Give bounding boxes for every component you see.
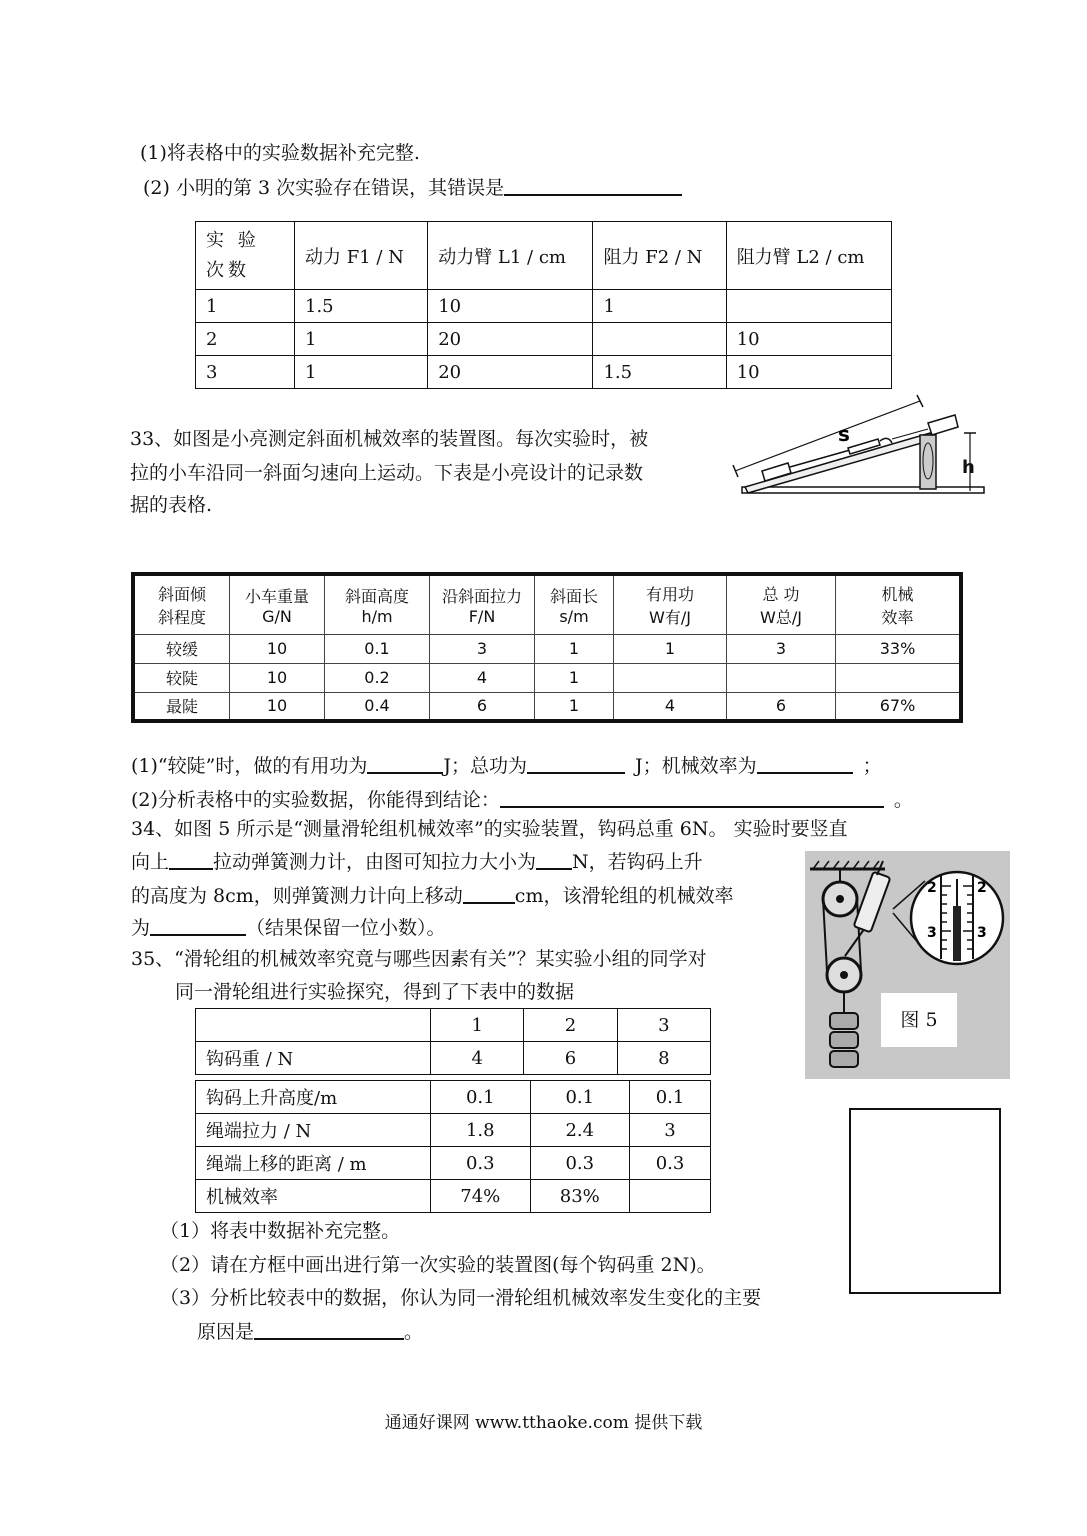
text: 的高度为 8cm，则弹簧测力计向上移动: [131, 885, 463, 907]
cell: 4: [430, 663, 535, 692]
text: (2)分析表格中的实验数据，你能得到结论：: [131, 789, 500, 811]
table-row: [196, 1081, 711, 1114]
q32-line1: (1)将表格中的实验数据补充完整.: [140, 142, 420, 164]
weight: [830, 1013, 858, 1029]
header-cell: [230, 574, 325, 634]
answer-blank[interactable]: [150, 912, 246, 936]
table-row: [133, 663, 961, 692]
text: ；: [862, 755, 882, 777]
text: (1)“较陡”时，做的有用功为: [131, 755, 368, 777]
s-dimension-line: [735, 401, 920, 471]
answer-cell[interactable]: [630, 1180, 711, 1213]
cell: 33%: [836, 634, 962, 663]
header-cell: [836, 574, 962, 634]
cell: 1: [295, 356, 428, 389]
header-cell: 动力臂 L1 / cm: [428, 222, 593, 290]
cell: 10: [230, 692, 325, 721]
cell: 10: [726, 356, 891, 389]
cell: 8: [617, 1042, 710, 1075]
s-tick-left: [733, 465, 738, 477]
s-label: s: [838, 422, 850, 446]
cell: 0.3: [630, 1147, 711, 1180]
header-cell: 3: [617, 1009, 710, 1042]
cell: 1: [535, 663, 614, 692]
q32-line2-text: (2) 小明的第 3 次实验存在错误，其错误是: [143, 177, 505, 199]
text: N，若钩码上升: [572, 851, 703, 873]
header-line: 斜程度: [157, 607, 206, 627]
s-tick-right: [917, 395, 923, 407]
header-line: h/m: [361, 606, 393, 626]
header-line: F/N: [468, 606, 496, 626]
scale-number: 2: [927, 880, 937, 896]
q33-answer-line1: [131, 750, 882, 781]
table-row: [196, 1114, 711, 1147]
table-row: [196, 1042, 711, 1075]
answer-blank[interactable]: [169, 846, 213, 870]
q35-sub3b: [197, 1316, 423, 1347]
cell: 1: [614, 634, 727, 663]
header-line: 斜面倾: [157, 584, 206, 604]
top-block: [928, 415, 958, 435]
header-line: 斜面长: [549, 586, 598, 606]
weight: [830, 1032, 858, 1048]
cell: 0.1: [325, 634, 430, 663]
cell: 10: [726, 323, 891, 356]
answer-cell[interactable]: [726, 290, 891, 323]
header-cell: [727, 574, 836, 634]
cell: 较缓: [133, 634, 230, 663]
q33-line3: 据的表格.: [130, 494, 213, 516]
table-header-row: [196, 1009, 711, 1042]
q33-line1: 33、如图是小亮测定斜面机械效率的装置图。每次实验时，被: [130, 428, 649, 450]
header-cell: [430, 574, 535, 634]
h-label: h: [962, 457, 975, 478]
table-row: [196, 1147, 711, 1180]
answer-blank[interactable]: [367, 750, 443, 774]
table-header-row: [196, 222, 892, 290]
moving-pulley-axle: [840, 971, 848, 979]
footer: 通通好课网 www.tthaoke.com 提供下载: [384, 1413, 703, 1433]
cell: 6: [430, 692, 535, 721]
cell: 2.4: [530, 1114, 630, 1147]
cell: 1.5: [593, 356, 726, 389]
cell: 20: [428, 323, 593, 356]
cell: 6: [727, 692, 836, 721]
row-label: 机械效率: [196, 1180, 431, 1213]
q32-line2: [143, 172, 682, 203]
cell: 74%: [431, 1180, 531, 1213]
header-cell: [535, 574, 614, 634]
spring-scale: [854, 872, 891, 933]
weight: [830, 1051, 858, 1067]
q33-answer-line2: [131, 784, 913, 815]
cell: 0.3: [431, 1147, 531, 1180]
table-header-row: [133, 574, 961, 634]
q34-line1: 34、如图 5 所示是“测量滑轮组机械效率”的实验装置，钩码总重 6N。 实验时要竖直: [131, 818, 848, 840]
cell: 3: [430, 634, 535, 663]
cell: 4: [614, 692, 727, 721]
header-cell: 阻力 F2 / N: [593, 222, 726, 290]
cell: 1: [295, 323, 428, 356]
header-cell: 动力 F1 / N: [295, 222, 428, 290]
header-line: s/m: [559, 606, 589, 626]
fixed-pulley-axle: [836, 895, 844, 903]
answer-blank[interactable]: [463, 880, 515, 904]
answer-cell[interactable]: [727, 663, 836, 692]
row-label: 钩码重 / N: [196, 1042, 431, 1075]
text: 向上: [131, 851, 170, 873]
scale-indicator: [953, 906, 961, 961]
table-row: [133, 692, 961, 721]
incline-base: [742, 487, 984, 493]
table-row: [196, 323, 892, 356]
header-line: G/N: [262, 606, 292, 626]
hook: [880, 438, 892, 443]
pulley-figure-5: [805, 851, 1010, 1079]
cell: 6: [524, 1042, 617, 1075]
q34-line3: [131, 880, 733, 911]
cell: 10: [230, 634, 325, 663]
q35-sub3: （3）分析比较表中的数据，你认为同一滑轮组机械效率发生变化的主要: [160, 1287, 762, 1309]
q35-sub1: （1）将表中数据补充完整。: [160, 1220, 401, 1242]
table-row: [196, 1180, 711, 1213]
cell: 1: [196, 290, 295, 323]
text: 原因是: [197, 1321, 255, 1343]
header-cell: [325, 574, 430, 634]
figure-5-label: 图 5: [881, 993, 957, 1047]
cell: 1: [535, 634, 614, 663]
answer-blank[interactable]: [500, 784, 884, 808]
header-cell: [614, 574, 727, 634]
cell: 10: [230, 663, 325, 692]
cell: 83%: [530, 1180, 630, 1213]
header-cell: [196, 1009, 431, 1042]
header-cell: 阻力臂 L2 / cm: [726, 222, 891, 290]
header-cell: [133, 574, 230, 634]
text: 拉动弹簧测力计，由图可知拉力大小为: [213, 851, 537, 873]
cell: 1: [593, 290, 726, 323]
answer-blank[interactable]: [504, 172, 682, 196]
scale-number: 3: [977, 925, 987, 941]
drawing-answer-box[interactable]: [849, 1108, 1001, 1294]
text: 。: [404, 1321, 424, 1343]
table-row: [196, 290, 892, 323]
cell: 较陡: [133, 663, 230, 692]
text: 为: [131, 917, 151, 939]
q33-table: [131, 572, 963, 723]
incline-figure: [730, 393, 990, 505]
cell: 10: [428, 290, 593, 323]
cell: 67%: [836, 692, 962, 721]
row-label: 钩码上升高度/m: [196, 1081, 431, 1114]
cell: 3: [630, 1114, 711, 1147]
answer-blank[interactable]: [536, 846, 572, 870]
answer-cell[interactable]: [614, 663, 727, 692]
row-label: 绳端拉力 / N: [196, 1114, 431, 1147]
cell: 0.2: [325, 663, 430, 692]
row-label: 绳端上移的距离 / m: [196, 1147, 431, 1180]
cell: 0.1: [431, 1081, 531, 1114]
answer-cell[interactable]: [836, 663, 962, 692]
text: J；总功为: [443, 755, 527, 777]
header-line: 总 功: [762, 584, 800, 604]
table-row: [196, 356, 892, 389]
cell: 0.1: [530, 1081, 630, 1114]
text: cm，该滑轮组的机械效率: [514, 885, 734, 907]
cell: 4: [431, 1042, 524, 1075]
header-line: 斜面高度: [344, 586, 409, 606]
cell: 0.1: [630, 1081, 711, 1114]
q32-table: [195, 221, 892, 389]
cell: 3: [196, 356, 295, 389]
header-line: 沿斜面拉力: [441, 586, 522, 606]
text: 。: [893, 789, 913, 811]
table-row: [133, 634, 961, 663]
text: （结果保留一位小数）。: [246, 917, 446, 939]
q35-line2: 同一滑轮组进行实验探究，得到了下表中的数据: [175, 981, 575, 1003]
cell: 20: [428, 356, 593, 389]
cell: 0.4: [325, 692, 430, 721]
cell: 3: [727, 634, 836, 663]
q35-table-top: [195, 1008, 711, 1075]
header-line: W总/J: [760, 607, 802, 627]
scale-number: 2: [977, 880, 987, 896]
header-cell: 实 验 次数: [196, 222, 295, 290]
cell: 1: [535, 692, 614, 721]
q33-line2: 拉的小车沿同一斜面匀速向上运动。下表是小亮设计的记录数: [130, 462, 644, 484]
q35-sub2: （2）请在方框中画出进行第一次实验的装置图(每个钩码重 2N)。: [160, 1254, 716, 1276]
cell: 1.8: [431, 1114, 531, 1147]
header-line: 有用功: [645, 584, 694, 604]
header-cell: 2: [524, 1009, 617, 1042]
answer-blank[interactable]: [527, 750, 625, 774]
cell: 0.3: [530, 1147, 630, 1180]
q35-table-bottom: [195, 1080, 711, 1213]
scale-number: 3: [927, 925, 937, 941]
answer-cell[interactable]: [593, 323, 726, 356]
header-line: 机械: [881, 584, 914, 604]
header-line: 小车重量: [244, 586, 309, 606]
q34-line2: [131, 846, 703, 877]
header-line: W有/J: [649, 607, 691, 627]
header-line: 效率: [881, 607, 914, 627]
cell: 2: [196, 323, 295, 356]
q34-line4: [131, 912, 446, 943]
cell: 1.5: [295, 290, 428, 323]
cell: 最陡: [133, 692, 230, 721]
header-cell: 1: [431, 1009, 524, 1042]
text: J；机械效率为: [634, 755, 757, 777]
answer-blank[interactable]: [757, 750, 853, 774]
answer-blank[interactable]: [254, 1316, 404, 1340]
q35-line1: 35、“滑轮组的机械效率究竟与哪些因素有关”？某实验小组的同学对: [131, 948, 707, 970]
